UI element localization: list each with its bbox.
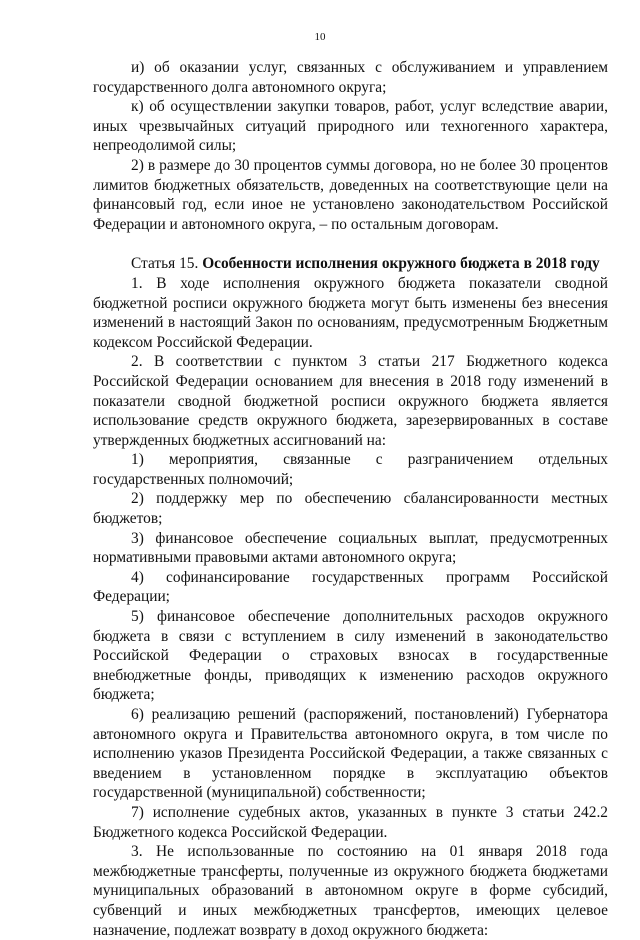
paragraph: 2. В соответствии с пунктом 3 статьи 217 Бюджетного кодекса Российской Федерации основанием для внесения в 2018 году изменений в показатели сводной бюджетной росписи окружного бюджета является использование средств окружного бюджета, зарезервированных в составе утвержденных бюджетных ассигнований на: — [93, 353, 608, 449]
list-item: 7) исполнение судебных актов, указанных в пункте 3 статьи 242.2 Бюджетного кодекса Российской Федерации. — [93, 803, 608, 841]
paragraph: 2) в размере до 30 процентов суммы договора, но не более 30 процентов лимитов бюджетных обязательств, доведенных на соответствующие цели на финансовый год, если иное не установлено законодательством Российской Федерации и автономного округа, – по остальным договорам. — [93, 156, 608, 233]
article-title: Особенности исполнения окружного бюджета в 2018 году — [202, 255, 600, 273]
paragraph: и) об оказании услуг, связанных с обслуживанием и управлением государственного долга автономного округа; — [93, 59, 608, 96]
paragraph: к) об осуществлении закупки товаров, работ, услуг вследствие аварии, иных чрезвычайных ситуаций природного или техногенного характера, непреодолимой силы; — [93, 98, 608, 155]
list-item: 5) финансовое обеспечение дополнительных расходов окружного бюджета в связи с вступлением в силу изменений в законодательство Российской Федерации о страховых взносах в государственные внебюджетные фонды, приводящих к изменению расходов окружного бюджета; — [93, 608, 608, 704]
list-item: 3) финансовое обеспечение социальных выплат, предусмотренных нормативными правовыми актами автономного округа; — [93, 529, 608, 567]
list-item: 4) софинансирование государственных программ Российской Федерации; — [93, 568, 608, 606]
article-label: Статья 15. — [131, 255, 199, 273]
document-body — [93, 58, 608, 940]
list-item: 1) мероприятия, связанные с разграничением отдельных государственных полномочий; — [93, 451, 608, 488]
paragraph: 1. В ходе исполнения окружного бюджета показатели сводной бюджетной росписи окружного бюджета могут быть изменены без внесения изменений в настоящий Закон по основаниям, предусмотренным Бюджетным кодексом Российской Федерации. — [93, 274, 608, 351]
article-heading — [93, 254, 608, 274]
list-item: 6) реализацию решений (распоряжений, постановлений) Губернатора автономного округа и Правительства автономного округа, в том числе по исполнению указов Президента Российской Федерации, а также связанных с введением в установленном порядке в эксплуатацию объектов государственной (муниципальной) собственности; — [93, 706, 608, 802]
paragraph: 3. Не использованные по состоянию на 01 января 2018 года межбюджетные трансферты, полученные из окружного бюджета бюджетами муниципальных образований в автономном округе в форме субсидий, субвенций и иных межбюджетных трансфертов, имеющих целевое назначение, подлежат возврату в доход окружного бюджета: — [93, 843, 608, 939]
page-number: 10 — [314, 31, 326, 43]
list-item: 2) поддержку мер по обеспечению сбалансированности местных бюджетов; — [93, 490, 608, 528]
